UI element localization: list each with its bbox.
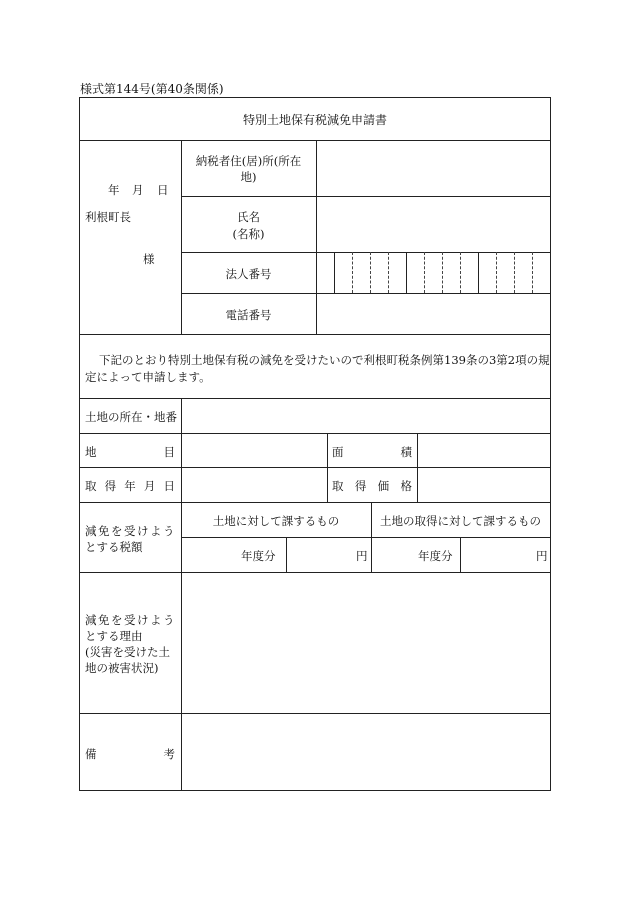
reason-label: 地の被害状況) [85, 661, 159, 675]
reason-label: とする理由 [85, 629, 143, 643]
name-label: 氏名 [237, 210, 260, 224]
land-tax-year-field[interactable] [182, 538, 232, 572]
form-number: 様式第144号(第40条関係) [80, 82, 224, 96]
reason-field[interactable] [182, 573, 549, 713]
divider [80, 334, 550, 335]
land-category-field[interactable] [182, 434, 326, 467]
acquisition-tax-amount-field[interactable] [461, 538, 531, 572]
address-field[interactable] [317, 141, 549, 196]
phone-field[interactable] [317, 294, 549, 334]
date-year: 年 [108, 183, 120, 197]
tax-on-acquisition-header: 土地の取得に対して課するもの [380, 514, 541, 528]
addressee-mayor: 利根町長 [85, 210, 131, 224]
yen-unit: 円 [356, 549, 368, 563]
tax-amount-label: 減免を受けよう [85, 524, 176, 538]
land-tax-amount-field[interactable] [287, 538, 347, 572]
name-label: (名称) [232, 227, 265, 241]
date-month: 月 [132, 183, 144, 197]
acquisition-price-field[interactable] [418, 468, 549, 502]
tax-amount-label: とする税額 [85, 540, 143, 554]
application-form-table [79, 97, 551, 791]
corp-number-field[interactable] [317, 253, 549, 293]
address-label: 納税者住(居)所(所在 [195, 154, 302, 168]
reason-label: 減免を受けよう [85, 613, 176, 627]
statement-text: 定によって申請します。 [85, 370, 211, 384]
acquisition-tax-year-field[interactable] [372, 538, 412, 572]
form-title: 特別土地保有税減免申請書 [242, 113, 387, 127]
land-location-label: 土地の所在・地番 [85, 410, 177, 424]
divider [80, 502, 550, 503]
tax-on-land-header: 土地に対して課するもの [212, 514, 340, 528]
remarks-label: 備 考 [85, 747, 175, 761]
statement-text: 下記のとおり特別土地保有税の減免を受けたいので利根町税条例第139条の3第2項の規 [99, 353, 550, 367]
yen-unit: 円 [536, 549, 548, 563]
land-category-label: 地 目 [85, 445, 175, 459]
fiscal-year-label: 年度分 [418, 549, 453, 563]
acquisition-date-field[interactable] [182, 468, 326, 502]
acquisition-date-label: 取 得 年 月 日 [85, 479, 175, 493]
area-field[interactable] [418, 434, 549, 467]
remarks-field[interactable] [182, 714, 549, 790]
reason-label: (災害を受けた土 [85, 645, 170, 659]
addressee-honorific: 様 [143, 252, 155, 266]
area-label: 面 積 [332, 445, 412, 459]
name-field[interactable] [317, 197, 549, 252]
date-day: 日 [157, 183, 169, 197]
acquisition-price-label: 取 得 価 格 [332, 479, 412, 493]
divider [327, 433, 328, 502]
corp-number-label: 法人番号 [225, 267, 272, 281]
phone-label: 電話番号 [225, 308, 272, 322]
fiscal-year-label: 年度分 [241, 549, 276, 563]
address-label: 地) [240, 170, 257, 184]
land-location-field[interactable] [182, 399, 549, 433]
